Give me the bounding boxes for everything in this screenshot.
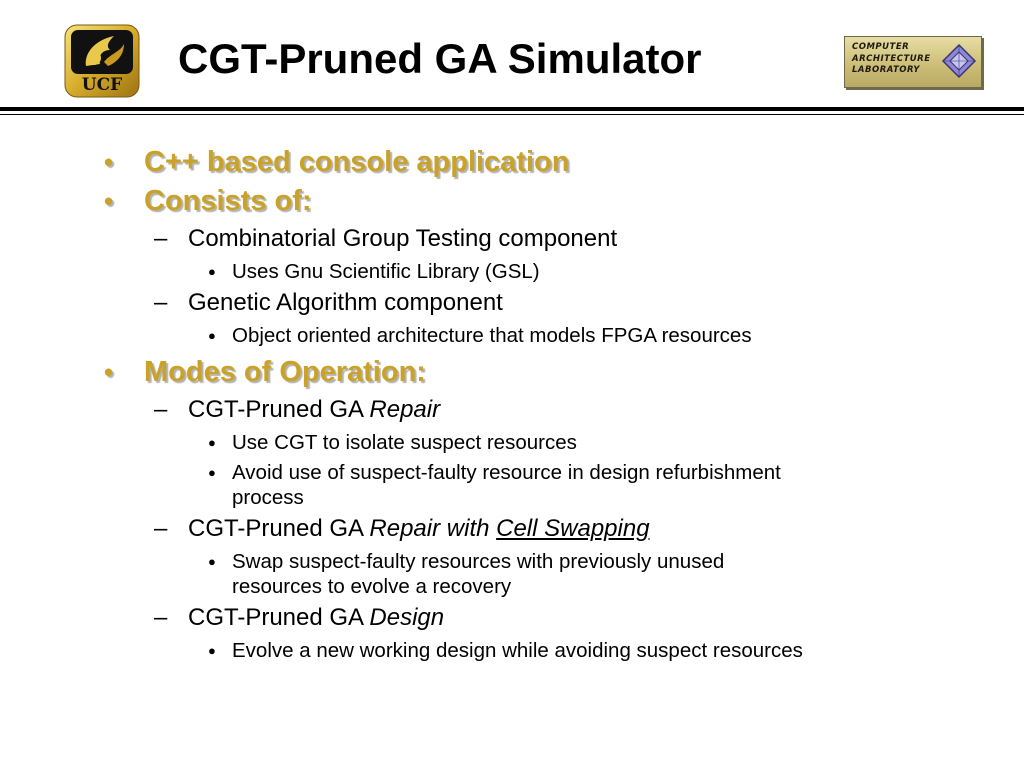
bullet-text-line: process — [232, 486, 304, 509]
bullet-text: Use CGT to isolate suspect resources — [232, 431, 577, 454]
dash-marker: – — [154, 396, 168, 423]
title-divider-thick — [0, 107, 1024, 111]
lab-logo-line: COMPUTER — [852, 42, 910, 52]
bullet-text: Consists of: — [144, 185, 312, 217]
dot-marker: ● — [208, 643, 216, 658]
lab-logo-line: ARCHITECTURE — [852, 53, 931, 64]
dash-marker: – — [154, 225, 168, 252]
bullet-level1 — [0, 183, 1024, 220]
bullet-marker: • — [104, 186, 114, 216]
bullet-text: Combinatorial Group Testing component — [188, 225, 618, 252]
bullet-level3 — [0, 323, 1024, 348]
chip-icon — [941, 43, 977, 81]
bullet-text: Evolve a new working design while avoiding suspect resources — [232, 639, 803, 662]
bullet-italic-text: Design — [369, 604, 445, 631]
bullet-text: Uses Gnu Scientific Library (GSL) — [232, 260, 540, 283]
dot-marker: ● — [208, 435, 216, 450]
bullet-text-line: Swap suspect-faulty resources with previously unused — [232, 550, 725, 573]
bullet-text: C++ based console application — [144, 146, 570, 178]
bullet-marker: • — [104, 357, 114, 387]
bullet-level3 — [0, 549, 1024, 599]
bullet-marker: • — [104, 147, 114, 177]
computer-architecture-lab-logo — [844, 36, 982, 88]
dot-marker: ● — [208, 264, 216, 279]
bullet-level2 — [0, 395, 1024, 425]
bullet-level2 — [0, 603, 1024, 633]
bullet-text: Modes of Operation: — [144, 356, 426, 388]
lab-logo-text — [852, 42, 931, 77]
dash-marker: – — [154, 289, 168, 316]
bullet-level2 — [0, 514, 1024, 544]
bullet-text: CGT-Pruned GA — [188, 396, 370, 423]
slide-title: CGT-Pruned GA Simulator — [178, 35, 702, 82]
bullet-italic-text: Repair with — [369, 515, 497, 542]
ucf-logo-text: UCF — [81, 75, 123, 95]
bullet-text: Object oriented architecture that models FPGA resources — [232, 324, 752, 347]
dot-marker: ● — [208, 554, 216, 569]
bullet-text-line: resources to evolve a recovery — [232, 575, 512, 598]
bullet-text: CGT-Pruned GA — [188, 604, 370, 631]
bullet-level2 — [0, 224, 1024, 254]
dot-marker: ● — [208, 328, 216, 343]
bullet-text-line: Avoid use of suspect-faulty resource in design refurbishment — [232, 461, 781, 484]
bullet-level3 — [0, 430, 1024, 455]
bullet-level3 — [0, 460, 1024, 510]
dot-marker: ● — [208, 465, 216, 480]
dash-marker: – — [154, 515, 168, 542]
bullet-level3 — [0, 638, 1024, 663]
bullet-level1 — [0, 354, 1024, 391]
bullet-level1 — [0, 144, 1024, 181]
lab-logo-line: LABORATORY — [852, 65, 920, 75]
slide-body — [0, 144, 1024, 663]
ucf-logo — [64, 24, 140, 98]
title-divider-thin — [0, 114, 1024, 115]
bullet-underlined-text: Cell Swapping — [496, 515, 650, 542]
bullet-text: CGT-Pruned GA — [188, 515, 370, 542]
bullet-text: Genetic Algorithm component — [188, 289, 503, 316]
bullet-italic-text: Repair — [369, 396, 441, 423]
dash-marker: – — [154, 604, 168, 631]
bullet-level3 — [0, 259, 1024, 284]
bullet-level2 — [0, 288, 1024, 318]
